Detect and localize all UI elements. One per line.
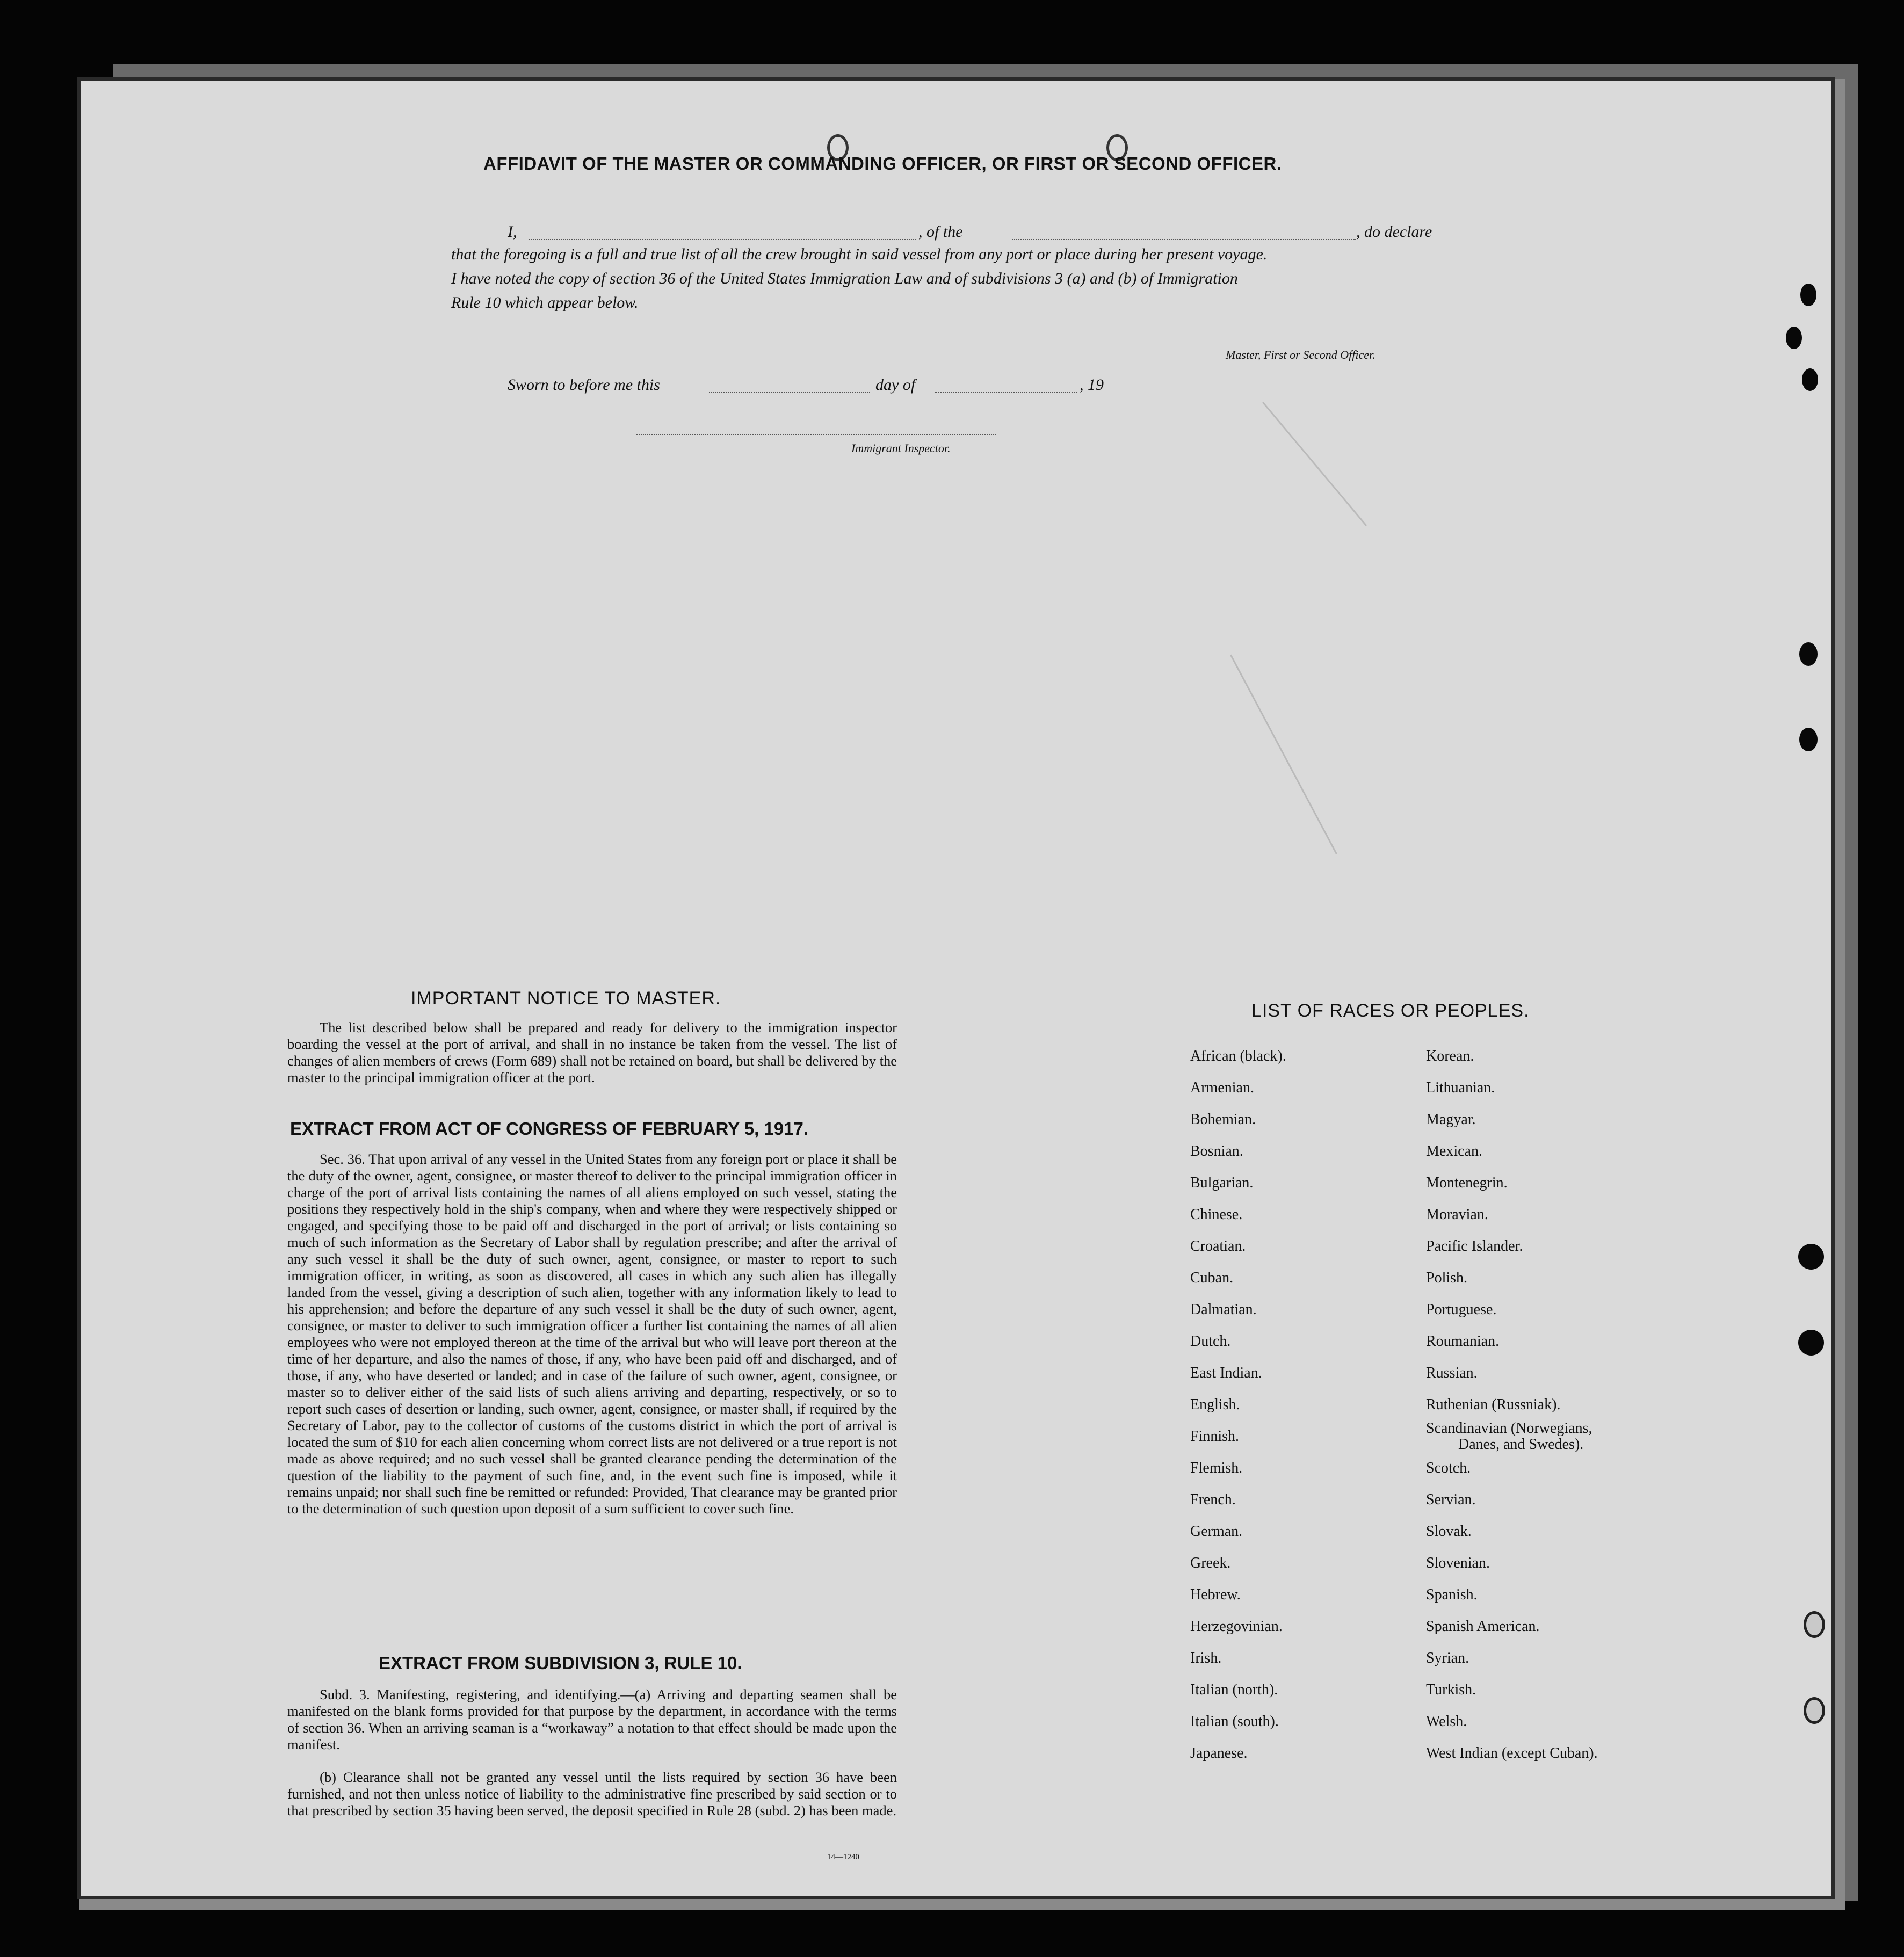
punch-hole xyxy=(1798,1330,1824,1356)
race-item: Bulgarian. xyxy=(1190,1175,1254,1191)
document-page xyxy=(81,81,1831,1896)
day-of-text: day of xyxy=(875,376,916,394)
extract-rule-title: EXTRACT FROM SUBDIVISION 3, RULE 10. xyxy=(379,1653,742,1673)
affidavit-declare: , do declare xyxy=(1356,223,1432,241)
race-item: Italian (north). xyxy=(1190,1681,1278,1698)
race-item: Portuguese. xyxy=(1426,1301,1497,1318)
race-item: Slovak. xyxy=(1426,1523,1472,1540)
punch-hole-ring xyxy=(1804,1611,1825,1638)
race-item: Welsh. xyxy=(1426,1713,1467,1730)
race-item: Chinese. xyxy=(1190,1206,1243,1223)
race-item: Dalmatian. xyxy=(1190,1301,1257,1318)
race-item: Pacific Islander. xyxy=(1426,1238,1523,1255)
sworn-text: Sworn to before me this xyxy=(508,376,660,394)
sworn-month-blank[interactable] xyxy=(935,392,1077,393)
race-item: Syrian. xyxy=(1426,1650,1469,1666)
race-item: Slovenian. xyxy=(1426,1555,1490,1571)
punch-hole xyxy=(1800,284,1816,306)
race-item: Spanish American. xyxy=(1426,1618,1540,1635)
race-item: Korean. xyxy=(1426,1048,1474,1064)
race-item: Polish. xyxy=(1426,1270,1468,1286)
form-number: 14—1240 xyxy=(827,1853,859,1861)
inspector-signature-blank[interactable] xyxy=(636,434,996,435)
race-item: Armenian. xyxy=(1190,1079,1254,1096)
race-item: Scotch. xyxy=(1426,1460,1471,1476)
race-item: German. xyxy=(1190,1523,1243,1540)
race-item: Bosnian. xyxy=(1190,1143,1243,1159)
race-item: French. xyxy=(1190,1491,1236,1508)
race-item: East Indian. xyxy=(1190,1365,1262,1381)
inspector-label: Immigrant Inspector. xyxy=(851,441,951,455)
race-item: Servian. xyxy=(1426,1491,1476,1508)
punch-hole xyxy=(1798,1244,1824,1270)
race-item: Magyar. xyxy=(1426,1111,1476,1128)
race-item: Croatian. xyxy=(1190,1238,1246,1255)
scan-streak xyxy=(1230,655,1337,854)
race-item: Roumanian. xyxy=(1426,1333,1500,1350)
vessel-blank[interactable] xyxy=(1012,239,1356,240)
race-item: Herzegovinian. xyxy=(1190,1618,1283,1635)
sworn-day-blank[interactable] xyxy=(709,392,870,393)
notice-text: The list described below shall be prepared and ready for delivery to the immigration inspector boarding the vessel at the port of arrival, and shall in no instance be taken from the vessel. The list of changes of alien members of crews (Form 689) shall not be retained on board, but shall be delivered by the master to the principal immigration officer at the port. xyxy=(287,1019,897,1085)
master-signature-label: Master, First or Second Officer. xyxy=(1226,348,1375,361)
race-item: Finnish. xyxy=(1190,1428,1240,1445)
affidavit-line4: Rule 10 which appear below. xyxy=(451,294,639,311)
affidavit-line2: that the foregoing is a full and true list of all the crew brought in said vessel from any port or place during her present voyage. xyxy=(451,245,1268,263)
race-item: Russian. xyxy=(1426,1365,1478,1381)
race-item: Cuban. xyxy=(1190,1270,1234,1286)
race-item: Moravian. xyxy=(1426,1206,1488,1223)
extract-act-text: Sec. 36. That upon arrival of any vessel in the United States from any foreign port or place it shall be the duty of the owner, agent, consignee, or master thereof to deliver to the principal immigration officer in charge of the port of arrival lists containing the names of all aliens employed on such vessel, stating the positions they respectively hold in the ship's company, when and where they were respectively shipped or engaged, and specifying those to be paid off and discharged in the port of arrival; or lists containing so much of such information as the Secretary of Labor shall by regulation prescribe; and after the arrival of any such vessel it shall be the duty of such owner, agent, consignee, or master to report to such immigration officer, in writing, as soon as discovered, all cases in which any such alien has illegally landed from the vessel, giving a description of such alien, together with any information likely to lead to his apprehension; and before the departure of any such vessel it shall be the duty of such owner, agent, consignee, or master to deliver to such immigration officer a further list containing the names of all alien employees who were not employed thereon at the time of the arrival but who will leave port thereon at the time of her departure, and also the names of those, if any, who have been paid off and discharged, and of those, if any, who have deserted or landed; and in case of the failure of such owner, agent, consignee, or master so to deliver either of the said lists of such aliens arriving and departing, respectively, or so to report such cases of desertion or landing, such owner, agent, consignee, or master shall, if required by the Secretary of Labor, pay to the collector of customs of the customs district in which the port of arrival is located the sum of $10 for each alien concerning whom correct lists are not delivered or a true report is not made as above required; and no such vessel shall be granted clearance pending the determination of the question of the liability to the payment of such fine, and, in the event such fine is imposed, while it remains unpaid; nor shall such fine be remitted or refunded: Provided, That clearance may be granted prior to the determination of such question upon deposit of a sum sufficient to cover such fine. xyxy=(287,1151,897,1517)
affidavit-i: I, xyxy=(508,223,517,241)
races-title: LIST OF RACES OR PEOPLES. xyxy=(1251,1001,1530,1021)
affidavit-line3: I have noted the copy of section 36 of the United States Immigration Law and of subdivisions 3 (a) and (b) of Immigration xyxy=(451,270,1238,287)
rule-para-b: (b) Clearance shall not be granted any vessel until the lists required by section 36 have been furnished, and not then unless notice of liability to the administrative fine prescribed by said section or to that prescribed by section 35 having been served, the deposit specified in Rule 28 (subd. 2) has been made. xyxy=(287,1769,897,1818)
race-item: African (black). xyxy=(1190,1048,1286,1064)
race-item: Bohemian. xyxy=(1190,1111,1256,1128)
affidavit-of-the: , of the xyxy=(918,223,963,241)
race-item: Montenegrin. xyxy=(1426,1175,1508,1191)
punch-hole xyxy=(1799,642,1818,666)
race-item: Spanish. xyxy=(1426,1586,1478,1603)
race-item: Italian (south). xyxy=(1190,1713,1279,1730)
punch-hole xyxy=(1802,368,1818,391)
race-item-continued: Danes, and Swedes). xyxy=(1458,1436,1584,1453)
name-blank[interactable] xyxy=(529,239,916,240)
race-item: Lithuanian. xyxy=(1426,1079,1495,1096)
notice-title: IMPORTANT NOTICE TO MASTER. xyxy=(411,988,721,1009)
race-item: Dutch. xyxy=(1190,1333,1231,1350)
race-item: Turkish. xyxy=(1426,1681,1476,1698)
race-item: Hebrew. xyxy=(1190,1586,1241,1603)
extract-act-title: EXTRACT FROM ACT OF CONGRESS OF FEBRUARY 5, 1917. xyxy=(290,1119,809,1139)
rule-para-a: Subd. 3. Manifesting, registering, and identifying.—(a) Arriving and departing seamen shall be manifested on the blank forms provided for that purpose by the department, in accordance with the terms of section 36. When an arriving seaman is a “workaway” a notation to that effect should be made upon the manifest. xyxy=(287,1686,897,1752)
race-item: West Indian (except Cuban). xyxy=(1426,1745,1598,1762)
race-item: Mexican. xyxy=(1426,1143,1482,1159)
punch-hole xyxy=(1799,728,1818,751)
scan-streak xyxy=(1262,402,1367,526)
race-item: English. xyxy=(1190,1396,1240,1413)
affidavit-title: AFFIDAVIT OF THE MASTER OR COMMANDING OFFICER, OR FIRST OR SECOND OFFICER. xyxy=(483,154,1282,173)
race-item: Scandinavian (Norwegians, xyxy=(1426,1420,1592,1437)
race-item: Greek. xyxy=(1190,1555,1231,1571)
year-prefix: , 19 xyxy=(1080,376,1104,394)
race-item: Flemish. xyxy=(1190,1460,1243,1476)
race-item: Irish. xyxy=(1190,1650,1222,1666)
punch-hole xyxy=(1786,327,1802,349)
race-item: Ruthenian (Russniak). xyxy=(1426,1396,1561,1413)
punch-hole-ring xyxy=(1804,1697,1825,1724)
race-item: Japanese. xyxy=(1190,1745,1248,1762)
